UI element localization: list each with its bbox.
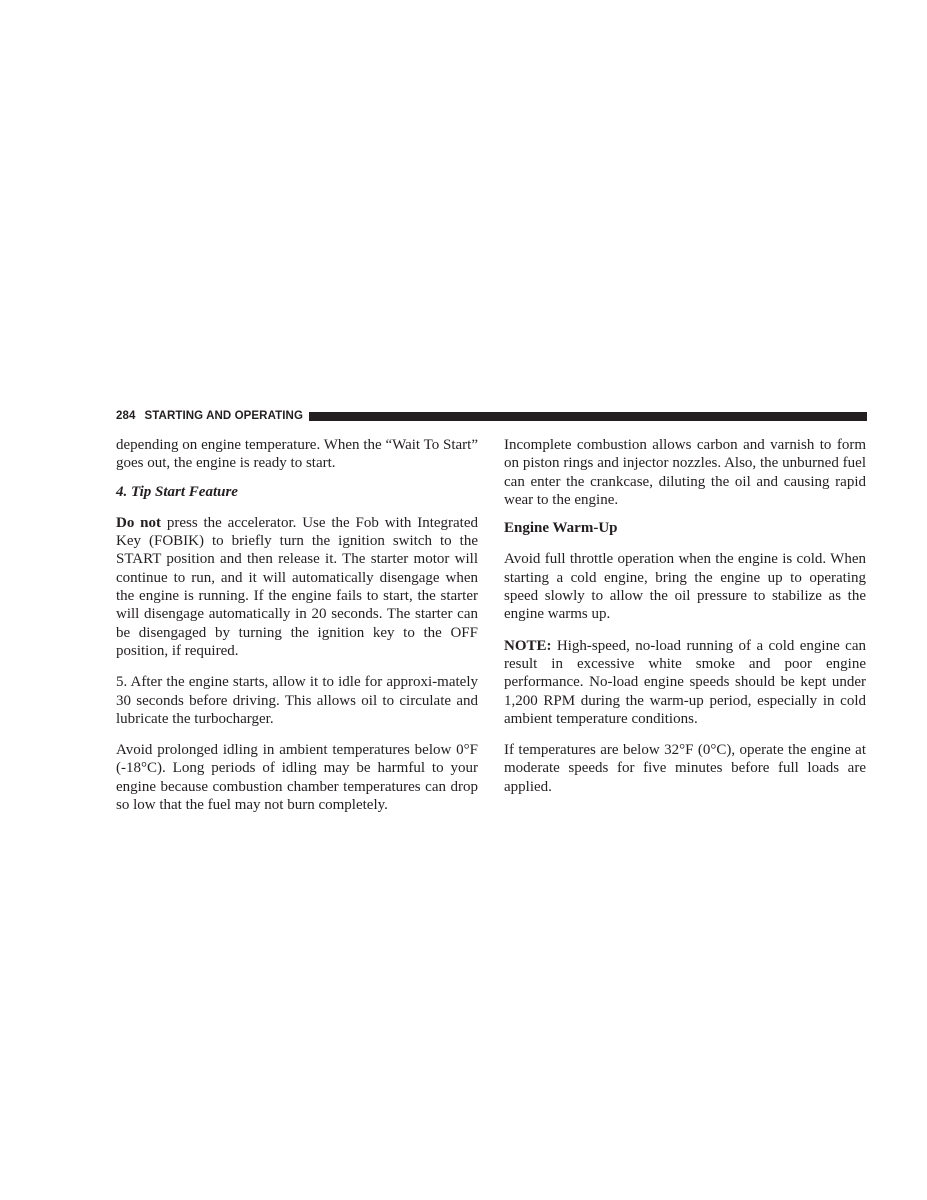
paragraph-cold-temperatures: If temperatures are below 32°F (0°C), operate the engine at moderate speeds for five minutes before full loads are applied. bbox=[504, 742, 866, 795]
tip-start-body: press the accelerator. Use the Fob with Integrated Key (FOBIK) to briefly turn the ignition switch to the START position and then release it. The starter motor will continue to run, and it will automatically disengage when the engine is running. If the engine fails to start, the starter will disengage automatically in 20 seconds. The starter can be disengaged by turning the ignition key to the OFF position, if required. bbox=[116, 514, 479, 659]
page-number: 284 bbox=[116, 410, 136, 422]
paragraph-idling: Avoid prolonged idling in ambient temperatures below 0°F (-18°C). Long periods of idling may be harmful to your engine because combustion chamber temperatures can drop so low that the fuel may not burn completely. bbox=[116, 742, 478, 814]
paragraph-step-5: 5. After the engine starts, allow it to idle for approxi-mately 30 seconds before driving. This allows oil to circulate and lubricate the turbocharger. bbox=[116, 674, 478, 727]
page-header bbox=[116, 409, 867, 423]
section-title: STARTING AND OPERATING bbox=[144, 410, 304, 422]
left-column bbox=[116, 436, 478, 814]
do-not-emphasis: Do not bbox=[116, 514, 162, 531]
paragraph-incomplete-combustion: Incomplete combustion allows carbon and varnish to form on piston rings and injector nozzles. Also, the unburned fuel can enter the crankcase, diluting the oil and causing rapid wear to the engine. bbox=[504, 437, 866, 508]
header-rule bbox=[309, 412, 867, 421]
tip-start-heading: 4. Tip Start Feature bbox=[116, 483, 238, 500]
right-column bbox=[504, 436, 866, 796]
paragraph-wait-to-start: depending on engine temperature. When the “Wait To Start” goes out, the engine is ready to start. bbox=[116, 437, 478, 472]
paragraph-engine-warmup: Avoid full throttle operation when the engine is cold. When starting a cold engine, bring the engine up to operating speed slowly to allow the oil pressure to stabilize as the engine warms up. bbox=[504, 551, 866, 623]
note-body: High-speed, no-load running of a cold engine can result in excessive white smoke and poor engine performance. No-load engine speeds should be kept under 1,200 RPM during the warm-up period, especially in cold ambient temperature conditions. bbox=[504, 637, 866, 727]
note-label: NOTE: bbox=[504, 637, 552, 654]
paragraph-note bbox=[504, 637, 866, 728]
paragraph-tip-start bbox=[116, 514, 478, 660]
engine-warmup-heading: Engine Warm-Up bbox=[504, 520, 618, 537]
